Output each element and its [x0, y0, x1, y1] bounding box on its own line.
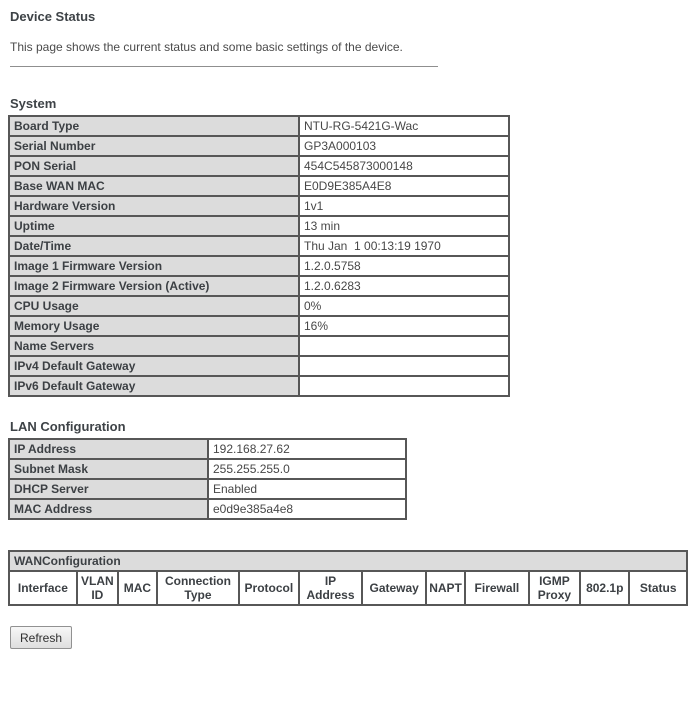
- wan-col-ip-address: IP Address: [299, 571, 363, 605]
- row-label: CPU Usage: [9, 296, 299, 316]
- table-row: [9, 116, 509, 136]
- row-label: Base WAN MAC: [9, 176, 299, 196]
- divider: [10, 66, 438, 67]
- table-row: [9, 459, 406, 479]
- page-description: This page shows the current status and some basic settings of the device.: [10, 40, 403, 54]
- row-value: 1.2.0.5758: [299, 256, 509, 276]
- row-label: Uptime: [9, 216, 299, 236]
- wan-col-protocol: Protocol: [239, 571, 299, 605]
- row-value: 0%: [299, 296, 509, 316]
- wan-col-igmp-proxy: IGMP Proxy: [529, 571, 580, 605]
- row-label: Image 2 Firmware Version (Active): [9, 276, 299, 296]
- table-row: [9, 296, 509, 316]
- row-label: Image 1 Firmware Version: [9, 256, 299, 276]
- lan-section-heading: LAN Configuration: [10, 419, 126, 434]
- wan-col-firewall: Firewall: [465, 571, 529, 605]
- table-row: [9, 336, 509, 356]
- row-value: E0D9E385A4E8: [299, 176, 509, 196]
- wan-col-8021p: 802.1p: [580, 571, 629, 605]
- row-value: 13 min: [299, 216, 509, 236]
- wan-col-mac: MAC: [118, 571, 157, 605]
- row-label: Memory Usage: [9, 316, 299, 336]
- table-row: [9, 479, 406, 499]
- table-row: [9, 276, 509, 296]
- row-label: Date/Time: [9, 236, 299, 256]
- table-row: [9, 156, 509, 176]
- page-title: Device Status: [10, 9, 96, 24]
- lan-table: [8, 438, 407, 520]
- row-value: [299, 356, 509, 376]
- wan-col-interface: Interface: [9, 571, 77, 605]
- row-value: [299, 336, 509, 356]
- wan-col-gateway: Gateway: [362, 571, 426, 605]
- wan-col-connection-type: Connection Type: [157, 571, 239, 605]
- row-label: IPv4 Default Gateway: [9, 356, 299, 376]
- table-row: [9, 236, 509, 256]
- row-label: DHCP Server: [9, 479, 208, 499]
- table-row: [9, 176, 509, 196]
- row-label: Board Type: [9, 116, 299, 136]
- table-row: [9, 136, 509, 156]
- row-value: 454C545873000148: [299, 156, 509, 176]
- wan-header-row: [9, 571, 687, 605]
- table-row: [9, 439, 406, 459]
- table-row: [9, 356, 509, 376]
- row-value: 16%: [299, 316, 509, 336]
- row-label: IP Address: [9, 439, 208, 459]
- table-row: [9, 216, 509, 236]
- table-row: [9, 499, 406, 519]
- table-row: [9, 376, 509, 396]
- row-label: Subnet Mask: [9, 459, 208, 479]
- row-label: IPv6 Default Gateway: [9, 376, 299, 396]
- table-row: [9, 316, 509, 336]
- row-label: Name Servers: [9, 336, 299, 356]
- row-value: 1.2.0.6283: [299, 276, 509, 296]
- wan-col-napt: NAPT: [426, 571, 465, 605]
- row-value: 255.255.255.0: [208, 459, 406, 479]
- wan-title-row: [9, 551, 687, 571]
- system-table: [8, 115, 510, 397]
- wan-section-heading: WANConfiguration: [9, 551, 687, 571]
- wan-table: [8, 550, 688, 606]
- row-value: GP3A000103: [299, 136, 509, 156]
- wan-col-status: Status: [629, 571, 687, 605]
- row-value: Enabled: [208, 479, 406, 499]
- row-value: e0d9e385a4e8: [208, 499, 406, 519]
- table-row: [9, 196, 509, 216]
- wan-col-vlan-id: VLAN ID: [77, 571, 118, 605]
- refresh-button[interactable]: Refresh: [10, 626, 72, 649]
- row-label: MAC Address: [9, 499, 208, 519]
- table-row: [9, 256, 509, 276]
- row-label: Hardware Version: [9, 196, 299, 216]
- row-value: 1v1: [299, 196, 509, 216]
- row-value: Thu Jan 1 00:13:19 1970: [299, 236, 509, 256]
- row-label: PON Serial: [9, 156, 299, 176]
- row-label: Serial Number: [9, 136, 299, 156]
- system-section-heading: System: [10, 96, 57, 111]
- row-value: [299, 376, 509, 396]
- row-value: 192.168.27.62: [208, 439, 406, 459]
- row-value: NTU-RG-5421G-Wac: [299, 116, 509, 136]
